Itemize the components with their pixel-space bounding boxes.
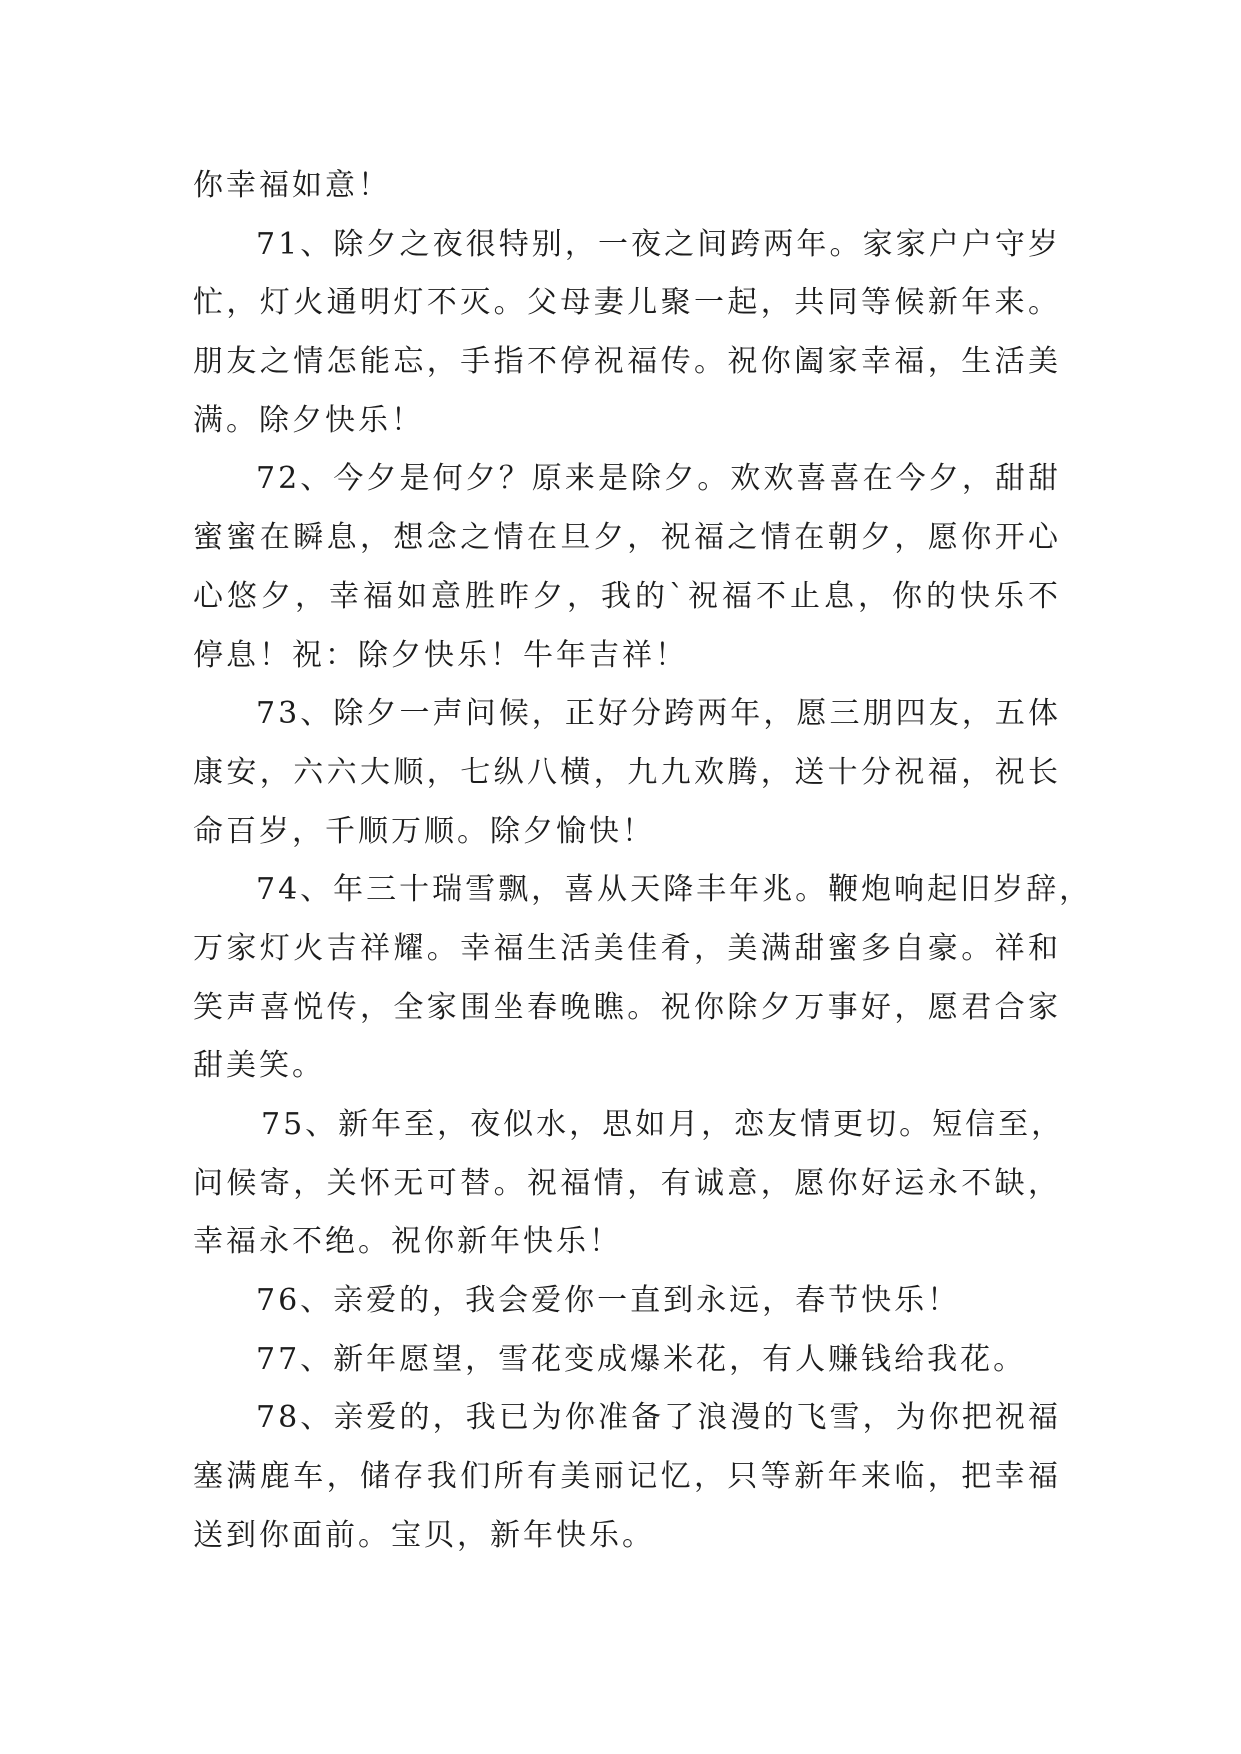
text-line: 忙，灯火通明灯不灭。父母妻儿聚一起，共同等候新年来。	[193, 285, 1061, 321]
paragraph-73	[193, 685, 1061, 861]
text-line: 满。除夕快乐！	[193, 402, 424, 438]
text-line: 幸福永不绝。祝你新年快乐！	[193, 1224, 622, 1260]
paragraph-78	[193, 1389, 1061, 1565]
text-line: 康安，六六大顺，七纵八横，九九欢腾，送十分祝福，祝长	[193, 754, 1061, 790]
text-line: 76、亲爱的，我会爱你一直到永远，春节快乐！	[256, 1283, 961, 1319]
text-line: 你幸福如意！	[193, 168, 391, 203]
text-line: 77、新年愿望，雪花变成爆米花，有人赚钱给我花。	[256, 1341, 1027, 1377]
text-line: 72、今夕是何夕？原来是除夕。欢欢喜喜在今夕，甜甜	[256, 461, 1061, 497]
paragraph-continuation	[193, 157, 1061, 216]
text-line: 问候寄，关怀无可替。祝福情，有诚意，愿你好运永不缺，	[193, 1165, 1061, 1201]
paragraph-77	[193, 1331, 1061, 1390]
text-line: 命百岁，千顺万顺。除夕愉快！	[193, 813, 655, 849]
text-line: 万家灯火吉祥耀。幸福生活美佳肴，美满甜蜜多自豪。祥和	[193, 930, 1061, 966]
paragraph-71	[193, 216, 1061, 451]
document-body	[193, 157, 1093, 1566]
text-line: 71、除夕之夜很特别，一夜之间跨两年。家家户户守岁	[256, 226, 1061, 262]
text-line: 心悠夕，幸福如意胜昨夕，我的`祝福不止息，你的快乐不	[193, 578, 1061, 614]
text-line: 笑声喜悦传，全家围坐春晚瞧。祝你除夕万事好，愿君合家	[193, 989, 1061, 1025]
text-line: 75、新年至，夜似水，思如月，恋友情更切。短信至，	[261, 1107, 1065, 1142]
paragraph-76	[193, 1272, 1061, 1331]
text-line: 蜜蜜在瞬息，想念之情在旦夕，祝福之情在朝夕，愿你开心	[193, 520, 1061, 556]
text-line: 73、除夕一声问候，正好分跨两年，愿三朋四友，五体	[256, 696, 1061, 732]
text-line: 78、亲爱的，我已为你准备了浪漫的飞雪，为你把祝福	[256, 1400, 1061, 1436]
paragraph-74	[193, 861, 1093, 1096]
text-line: 停息！祝：除夕快乐！牛年吉祥！	[193, 637, 688, 673]
paragraph-72	[193, 450, 1061, 685]
text-line: 朋友之情怎能忘，手指不停祝福传。祝你阖家幸福，生活美	[193, 344, 1061, 380]
paragraph-75	[193, 1096, 1065, 1272]
text-line: 塞满鹿车，储存我们所有美丽记忆，只等新年来临，把幸福	[193, 1459, 1061, 1495]
text-line: 74、年三十瑞雪飘，喜从天降丰年兆。鞭炮响起旧岁辞，	[256, 872, 1093, 908]
text-line: 甜美笑。	[193, 1048, 325, 1084]
text-line: 送到你面前。宝贝，新年快乐。	[193, 1517, 655, 1553]
